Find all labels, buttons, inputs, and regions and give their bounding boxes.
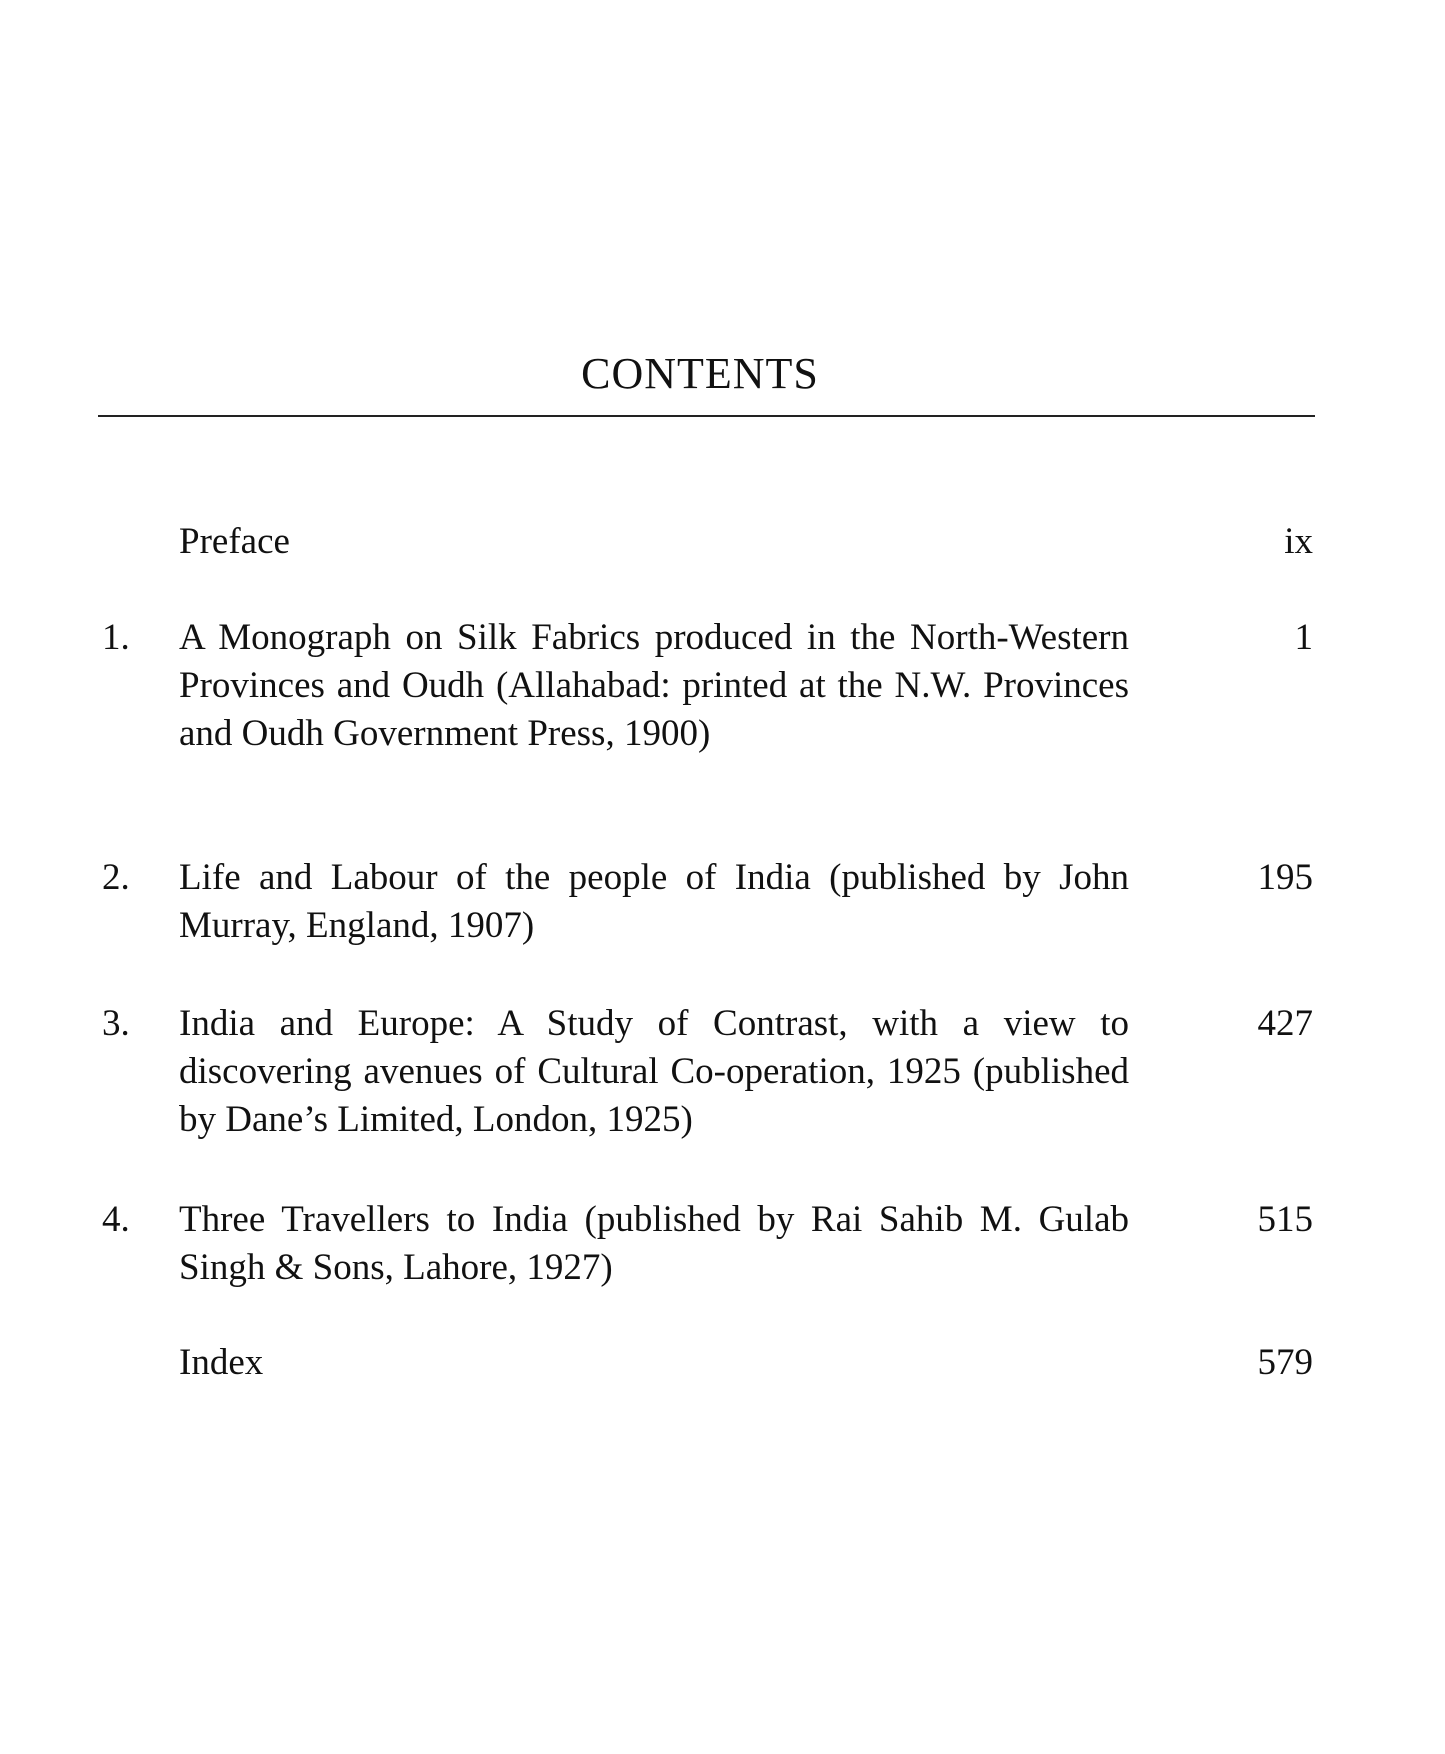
- entry-title: Index: [179, 1342, 264, 1383]
- entry-number: 1.: [102, 617, 130, 658]
- entry-title: India and Europe: A Study of Contrast, with a view to discovering avenues of Cultural Co-operation, 1925 (published by Dane’s Limited, London, 1925): [179, 1003, 1129, 1140]
- entry-number: 4.: [102, 1199, 130, 1240]
- title-rule: [98, 415, 1315, 417]
- entry-page-number: ix: [1284, 521, 1313, 562]
- entry-title: Preface: [179, 521, 290, 562]
- entry-number: 3.: [102, 1003, 130, 1044]
- entry-page-number: 579: [1257, 1342, 1313, 1383]
- entry-page-number: 427: [1257, 1003, 1313, 1044]
- entry-page-number: 515: [1257, 1199, 1313, 1240]
- page-title: CONTENTS: [581, 349, 819, 398]
- entry-title: A Monograph on Silk Fabrics produced in the North-Western Provinces and Oudh (Allahabad: printed at the N.W. Provinces and Oudh Government Press, 1900): [179, 617, 1129, 754]
- entry-title: Three Travellers to India (published by Rai Sahib M. Gulab Singh & Sons, Lahore, 1927): [179, 1199, 1129, 1288]
- entry-page-number: 195: [1257, 857, 1313, 898]
- entry-title: Life and Labour of the people of India (published by John Murray, England, 1907): [179, 857, 1129, 946]
- entry-page-number: 1: [1294, 617, 1313, 658]
- entry-number: 2.: [102, 857, 130, 898]
